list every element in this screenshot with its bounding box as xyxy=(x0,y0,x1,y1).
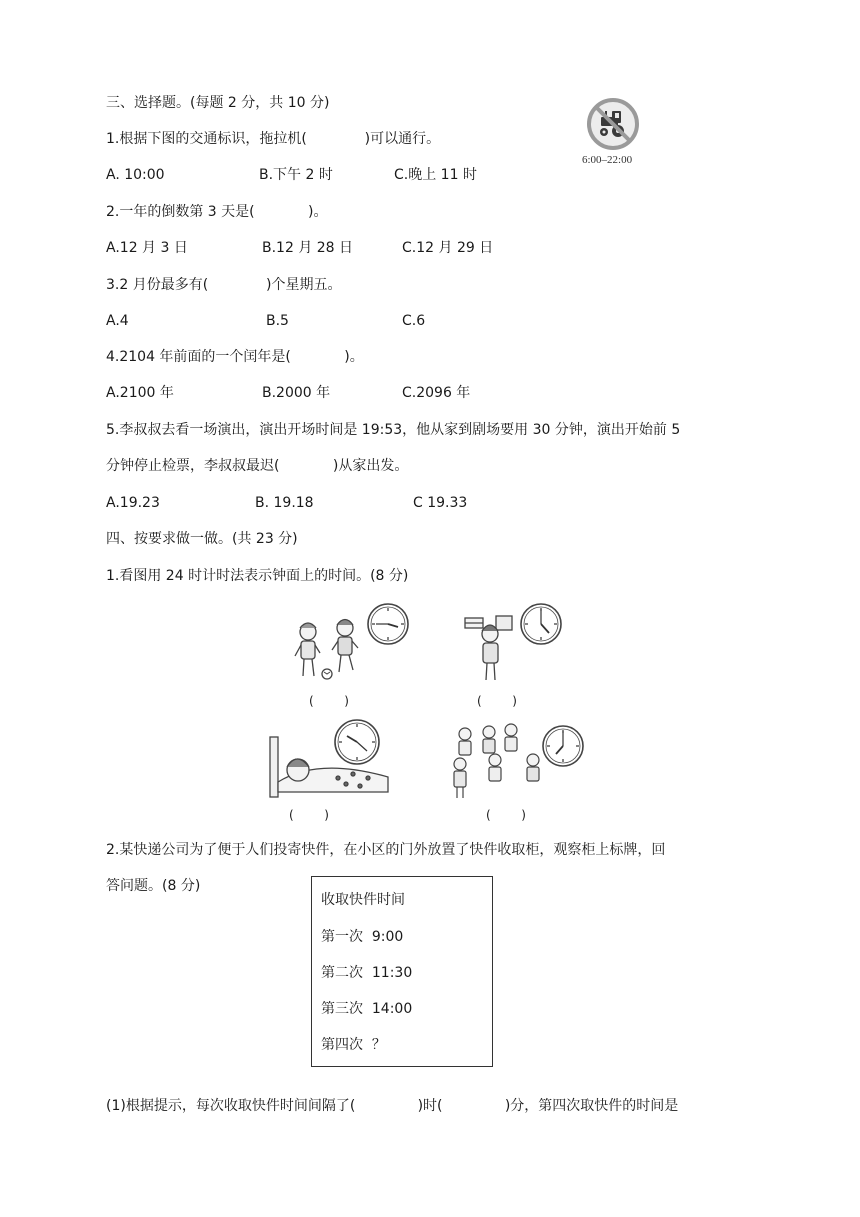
question-3-stem: 3.2 月份最多有( )个星期五。 xyxy=(106,277,342,293)
notice-title: 收取快件时间 xyxy=(321,892,405,908)
question-2-stem: 2.一年的倒数第 3 天是( )。 xyxy=(106,204,328,220)
q3-option-b: B.5 xyxy=(266,313,289,329)
section4-q2-stem-line1: 2.某快递公司为了便于人们投寄快件，在小区的门外放置了快件收取柜，观察柜上标牌，回 xyxy=(106,842,666,858)
q5-option-b: B. 19.18 xyxy=(255,495,314,511)
q3-option-a: A.4 xyxy=(106,313,129,329)
q2-option-a: A.12 月 3 日 xyxy=(106,240,188,256)
notice-row-1: 第一次 9:00 xyxy=(321,929,404,945)
q1-option-b: B.下午 2 时 xyxy=(259,167,333,183)
pickup-time-notice xyxy=(311,876,493,1067)
section4-q2-stem-line2: 答问题。(8 分) xyxy=(106,878,201,894)
q2-option-c: C.12 月 29 日 xyxy=(402,240,494,256)
answer-blank-1[interactable]: ( ) xyxy=(309,694,349,708)
picture-kids-group xyxy=(445,712,585,807)
answer-blank-3[interactable]: ( ) xyxy=(289,808,329,822)
picture-child-sleeping xyxy=(268,712,418,812)
answer-blank-2[interactable]: ( ) xyxy=(477,694,517,708)
q1-option-a: A. 10:00 xyxy=(106,167,165,183)
notice-row-2: 第二次 11:30 xyxy=(321,965,413,981)
section4-heading: 四、按要求做一做。(共 23 分) xyxy=(106,531,298,547)
q1-option-c: C.晚上 11 时 xyxy=(394,167,477,183)
answer-blank-4[interactable]: ( ) xyxy=(486,808,526,822)
question-4-stem: 4.2104 年前面的一个闰年是( )。 xyxy=(106,349,364,365)
question-5-stem: 5.李叔叔去看一场演出，演出开场时间是 19:53，他从家到剧场要用 30 分钟，演出开始前 5 xyxy=(106,422,681,438)
q3-option-c: C.6 xyxy=(402,313,426,329)
picture-girl-school xyxy=(460,598,570,693)
q5-option-c: C 19.33 xyxy=(413,495,468,511)
question-5-stem-line2: 分钟停止检票，李叔叔最迟( )从家出发。 xyxy=(106,458,409,474)
section4-q2-sub1: (1)根据提示，每次收取快件时间间隔了( )时( )分，第四次取快件的时间是 xyxy=(106,1098,679,1114)
q4-option-a: A.2100 年 xyxy=(106,385,174,401)
q4-option-b: B.2000 年 xyxy=(262,385,331,401)
q2-option-b: B.12 月 28 日 xyxy=(262,240,354,256)
section4-q1-stem: 1.看图用 24 时计时法表示钟面上的时间。(8 分) xyxy=(106,568,409,584)
notice-row-4: 第四次 ？ xyxy=(321,1037,386,1053)
no-tractor-icon xyxy=(586,97,640,151)
q5-option-a: A.19.23 xyxy=(106,495,160,511)
notice-row-3: 第三次 14:00 xyxy=(321,1001,413,1017)
picture-kids-football xyxy=(290,598,440,693)
sign-caption: 6:00–22:00 xyxy=(582,154,633,166)
question-1-stem: 1.根据下图的交通标识，拖拉机( )可以通行。 xyxy=(106,131,441,147)
section3-heading: 三、选择题。(每题 2 分，共 10 分) xyxy=(106,95,330,111)
q4-option-c: C.2096 年 xyxy=(402,385,471,401)
